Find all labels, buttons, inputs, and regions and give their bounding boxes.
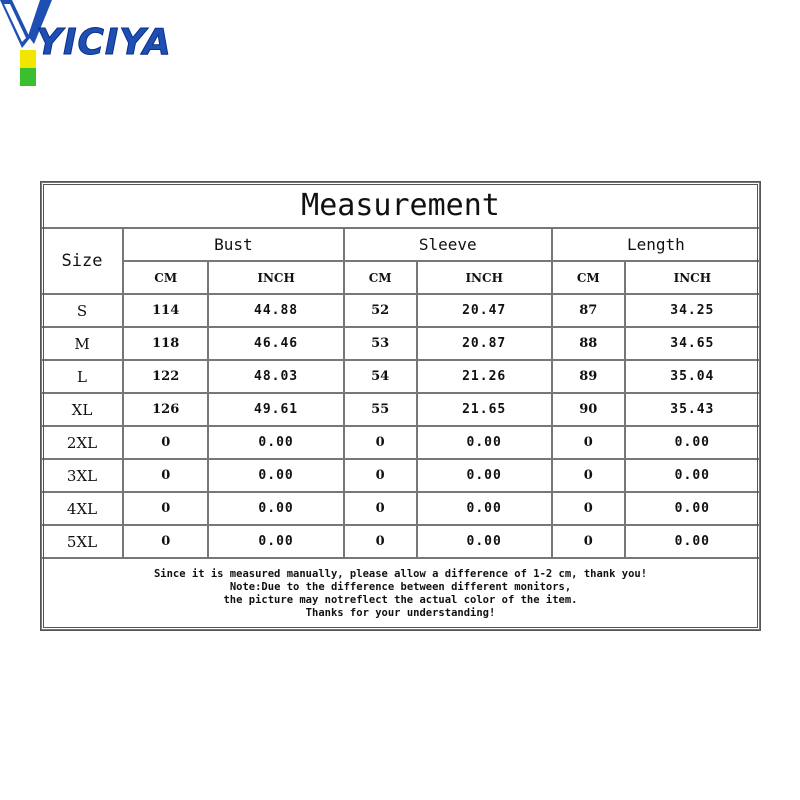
size-cell: 2XL [41, 426, 123, 459]
note-line: the picture may notreflect the actual color of the item. [223, 594, 578, 606]
measurement-table [40, 181, 761, 631]
table-row [41, 327, 760, 360]
measurement-cell: 0.00 [208, 492, 343, 525]
measurement-cell: 0.00 [417, 426, 552, 459]
measurement-cell: 55 [344, 393, 417, 426]
unit-header: INCH [208, 261, 343, 294]
measurement-cell: 35.43 [625, 393, 760, 426]
size-cell: 3XL [41, 459, 123, 492]
measurement-cell: 0.00 [625, 525, 760, 558]
measurement-cell: 122 [123, 360, 208, 393]
brand-logo [0, 0, 180, 90]
table-row [41, 294, 760, 327]
measurement-cell: 0 [344, 459, 417, 492]
measurement-cell: 0 [552, 426, 625, 459]
note-line: Thanks for your understanding! [305, 607, 496, 619]
measurement-cell: 0.00 [625, 426, 760, 459]
unit-header: INCH [625, 261, 760, 294]
table-body [41, 294, 760, 558]
measurement-cell: 0 [123, 426, 208, 459]
brand-name: YICIYA [36, 22, 172, 63]
measurement-cell: 118 [123, 327, 208, 360]
measurement-cell: 0.00 [625, 459, 760, 492]
unit-header: CM [552, 261, 625, 294]
measurement-cell: 20.47 [417, 294, 552, 327]
table-title: Measurement [41, 182, 760, 228]
measurement-cell: 0 [344, 492, 417, 525]
size-header: Size [41, 228, 123, 294]
measurement-cell: 0 [123, 492, 208, 525]
unit-header: CM [123, 261, 208, 294]
size-note [41, 558, 760, 630]
note-line: Note:Due to the difference between different monitors, [229, 581, 572, 593]
table-row [41, 492, 760, 525]
measurement-cell: 0 [552, 492, 625, 525]
measurement-cell: 0 [344, 426, 417, 459]
measurement-cell: 48.03 [208, 360, 343, 393]
measurement-cell: 34.65 [625, 327, 760, 360]
measurement-cell: 44.88 [208, 294, 343, 327]
table-row [41, 360, 760, 393]
measurement-cell: 0.00 [417, 525, 552, 558]
measurement-cell: 0.00 [417, 492, 552, 525]
group-header-sleeve: Sleeve [344, 228, 552, 261]
table-row [41, 525, 760, 558]
group-header-length: Length [552, 228, 760, 261]
table-row [41, 426, 760, 459]
measurement-cell: 89 [552, 360, 625, 393]
size-cell: L [41, 360, 123, 393]
measurement-cell: 0.00 [208, 525, 343, 558]
size-cell: M [41, 327, 123, 360]
size-cell: XL [41, 393, 123, 426]
measurement-cell: 20.87 [417, 327, 552, 360]
table-row [41, 459, 760, 492]
measurement-cell: 54 [344, 360, 417, 393]
group-header-bust: Bust [123, 228, 344, 261]
measurement-cell: 52 [344, 294, 417, 327]
measurement-cell: 0 [344, 525, 417, 558]
table-row [41, 393, 760, 426]
measurement-cell: 34.25 [625, 294, 760, 327]
measurement-cell: 0.00 [417, 459, 552, 492]
measurement-cell: 53 [344, 327, 417, 360]
measurement-cell: 0.00 [208, 426, 343, 459]
measurement-cell: 35.04 [625, 360, 760, 393]
measurement-cell: 0 [552, 525, 625, 558]
unit-header: INCH [417, 261, 552, 294]
measurement-cell: 46.46 [208, 327, 343, 360]
measurement-cell: 21.26 [417, 360, 552, 393]
measurement-cell: 114 [123, 294, 208, 327]
measurement-cell: 0 [123, 459, 208, 492]
measurement-cell: 0.00 [208, 459, 343, 492]
measurement-cell: 90 [552, 393, 625, 426]
size-cell: S [41, 294, 123, 327]
measurement-cell: 49.61 [208, 393, 343, 426]
measurement-cell: 126 [123, 393, 208, 426]
measurement-cell: 87 [552, 294, 625, 327]
measurement-cell: 21.65 [417, 393, 552, 426]
size-cell: 4XL [41, 492, 123, 525]
size-cell: 5XL [41, 525, 123, 558]
measurement-cell: 88 [552, 327, 625, 360]
measurement-cell: 0 [552, 459, 625, 492]
unit-header: CM [344, 261, 417, 294]
measurement-cell: 0 [123, 525, 208, 558]
measurement-cell: 0.00 [625, 492, 760, 525]
note-line: Since it is measured manually, please allow a difference of 1-2 cm, thank you! [153, 568, 648, 580]
